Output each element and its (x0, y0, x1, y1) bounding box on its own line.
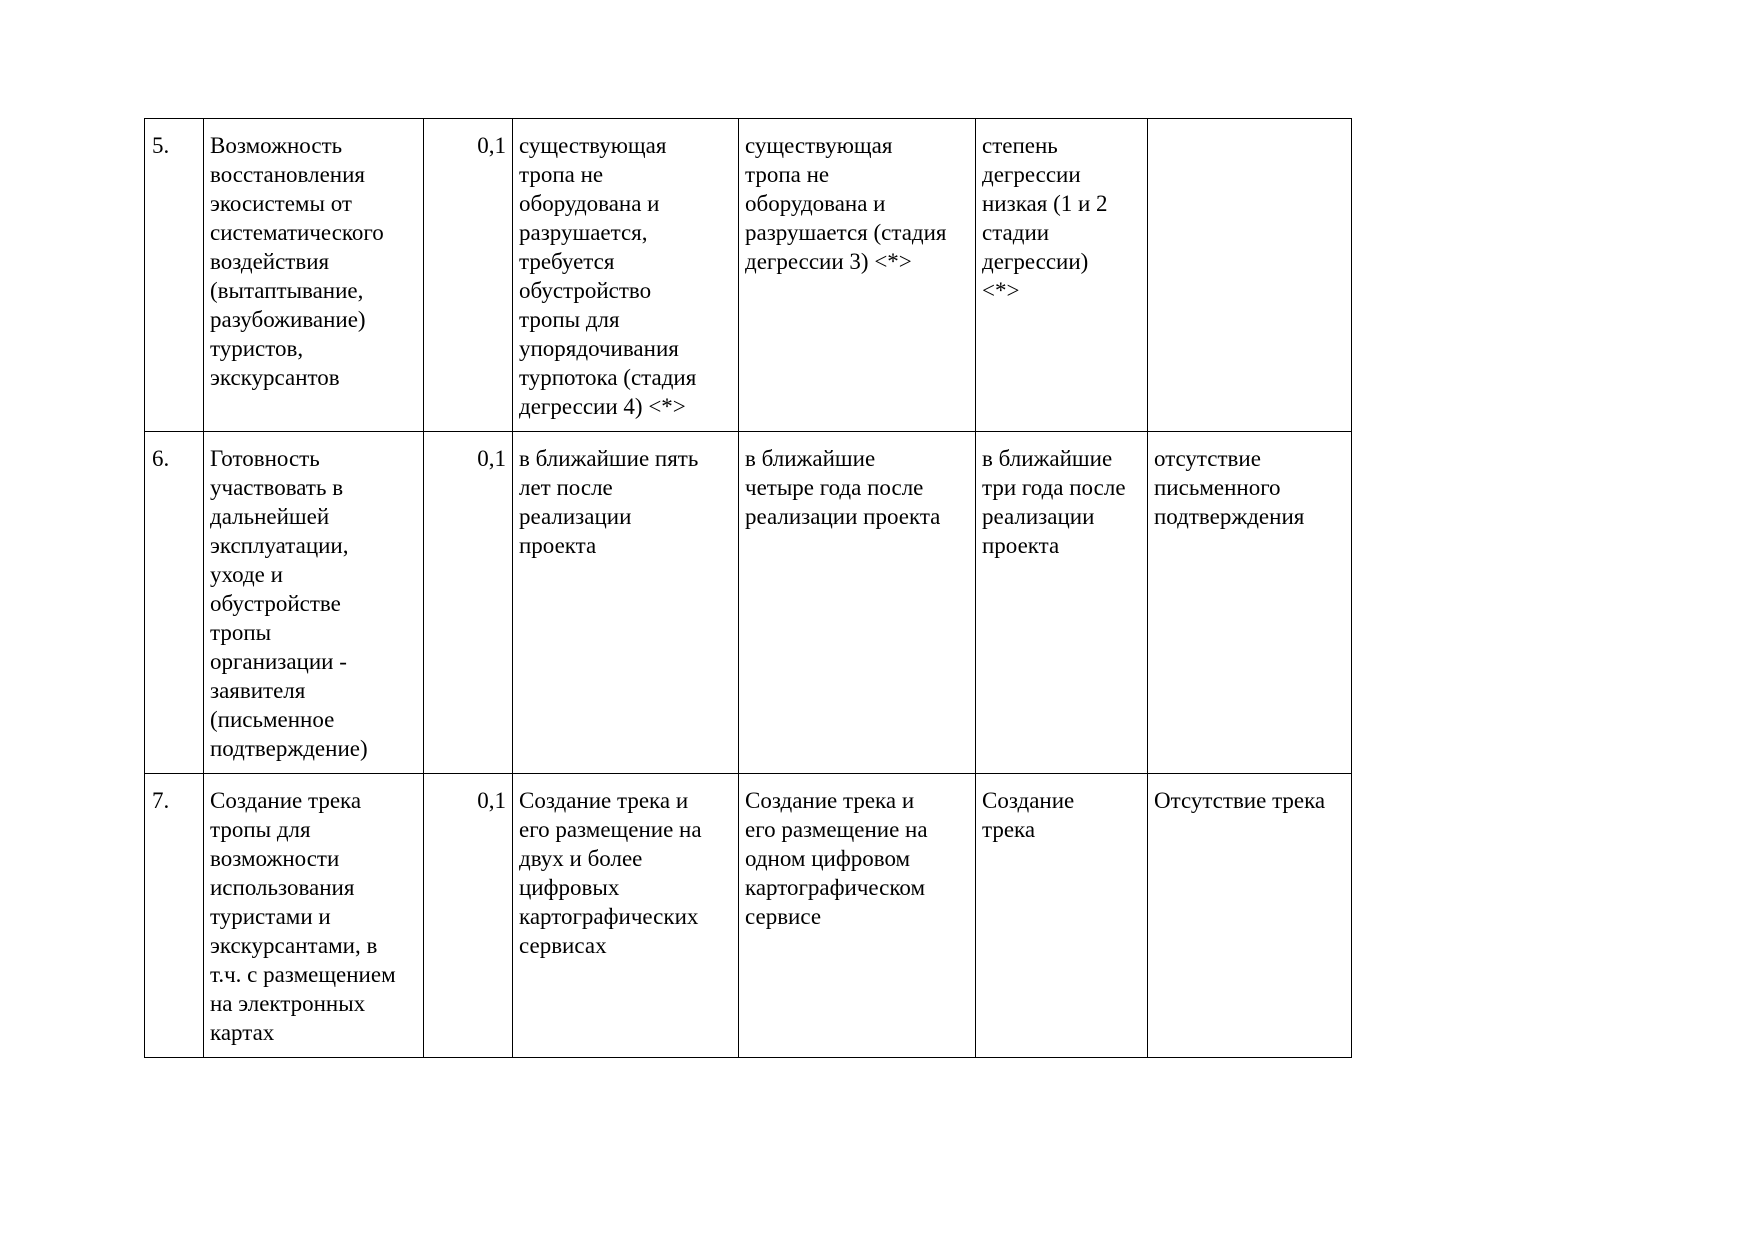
row-number: 6. (145, 432, 204, 774)
criteria-table (144, 118, 1352, 1058)
weight-cell: 0,1 (424, 432, 513, 774)
score-cell: Создание трека (976, 774, 1148, 1058)
table-row (145, 432, 1352, 774)
score-cell: Создание трека и его размещение на двух и более цифровых картографических сервисах (513, 774, 739, 1058)
score-cell (1148, 119, 1352, 432)
score-cell: отсутствие письменного подтверждения (1148, 432, 1352, 774)
score-cell: Отсутствие трека (1148, 774, 1352, 1058)
criterion-cell: Создание трека тропы для возможности использования туристами и экскурсантами, в т.ч. с размещением на электронных картах (204, 774, 424, 1058)
criterion-cell: Возможность восстановления экосистемы от систематического воздействия (вытаптывание, разубоживание) туристов, экскурсантов (204, 119, 424, 432)
score-cell: в ближайшие три года после реализации проекта (976, 432, 1148, 774)
score-cell: существующая тропа не оборудована и разрушается, требуется обустройство тропы для упорядочивания турпотока (стадия дегрессии 4) <*> (513, 119, 739, 432)
row-number: 7. (145, 774, 204, 1058)
criterion-cell: Готовность участвовать в дальнейшей эксплуатации, уходе и обустройстве тропы организации - заявителя (письменное подтверждение) (204, 432, 424, 774)
score-cell: степень дегрессии низкая (1 и 2 стадии дегрессии) <*> (976, 119, 1148, 432)
score-cell: в ближайшие пять лет после реализации проекта (513, 432, 739, 774)
score-cell: в ближайшие четыре года после реализации проекта (739, 432, 976, 774)
weight-cell: 0,1 (424, 119, 513, 432)
row-number: 5. (145, 119, 204, 432)
table-row (145, 774, 1352, 1058)
table-row (145, 119, 1352, 432)
score-cell: Создание трека и его размещение на одном цифровом картографическом сервисе (739, 774, 976, 1058)
weight-cell: 0,1 (424, 774, 513, 1058)
score-cell: существующая тропа не оборудована и разрушается (стадия дегрессии 3) <*> (739, 119, 976, 432)
